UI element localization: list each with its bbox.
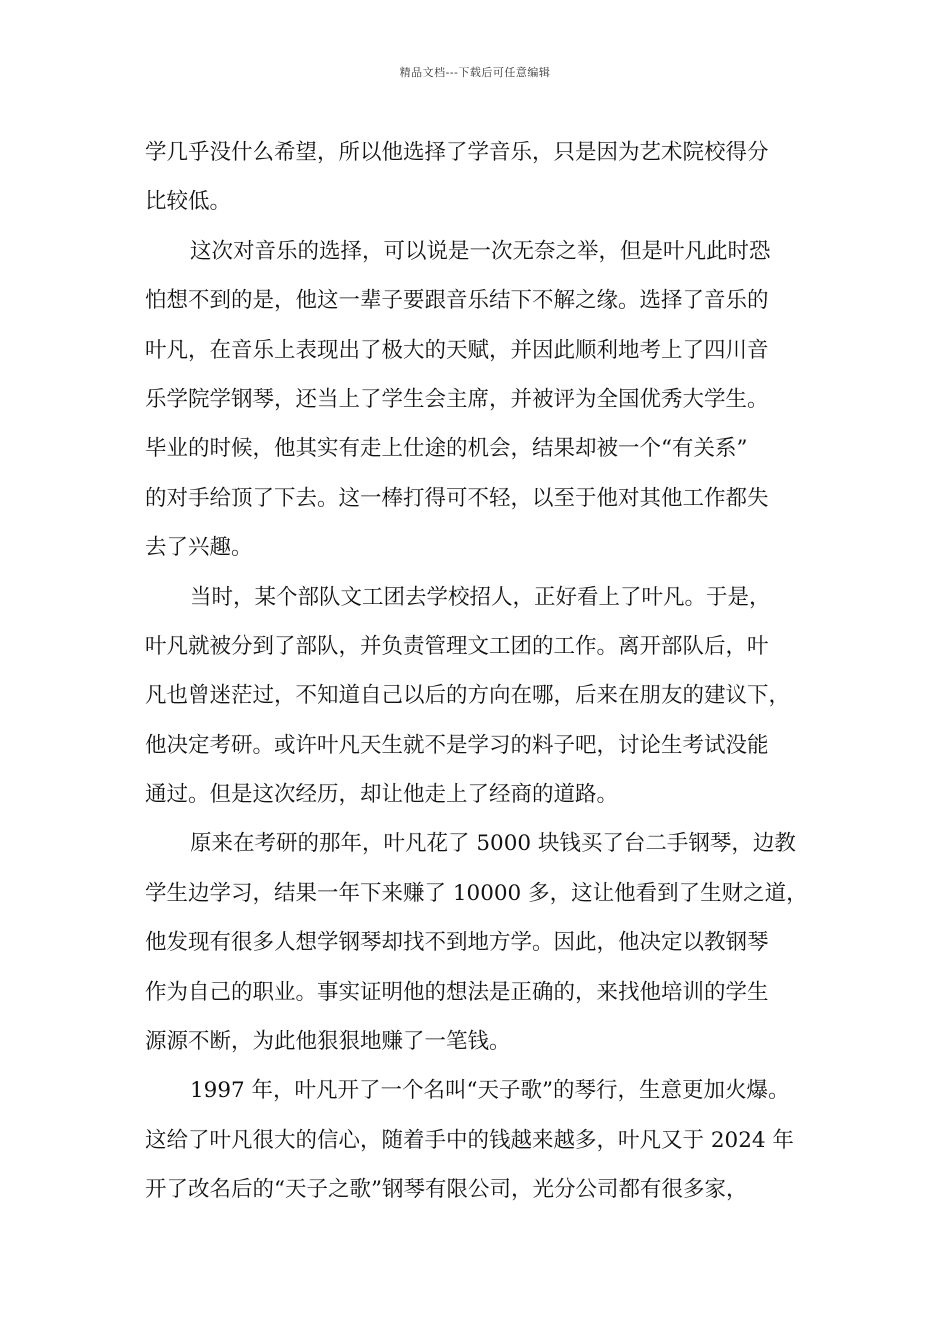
text-line: 他决定考研。或许叶凡天生就不是学习的料子吧，讨论生考试没能: [145, 732, 769, 758]
paragraph-start-line: 原来在考研的那年，叶凡花了 5000 块钱买了台二手钢琴，边教: [190, 831, 796, 857]
text-line: 源源不断，为此他狠狠地赚了一笔钱。: [145, 1029, 511, 1055]
text-line: 学生边学习，结果一年下来赚了 10000 多，这让他看到了生财之道，: [145, 880, 808, 906]
text-line: 毕业的时候，他其实有走上仕途的机会，结果却被一个“有关系”: [145, 436, 748, 462]
paragraph-start-line: 当时，某个部队文工团去学校招人，正好看上了叶凡。于是，: [190, 584, 771, 610]
text-line: 比较低。: [145, 189, 232, 215]
text-line: 叶凡，在音乐上表现出了极大的天赋，并因此顺利地考上了四川音: [145, 337, 769, 363]
text-line: 去了兴趣。: [145, 535, 253, 561]
text-line: 作为自己的职业。事实证明他的想法是正确的，来找他培训的学生: [145, 979, 769, 1005]
text-line: 叶凡就被分到了部队，并负责管理文工团的工作。离开部队后，叶: [145, 633, 769, 659]
paragraph-start-line: 1997 年，叶凡开了一个名叫“天子歌”的琴行，生意更加火爆。: [190, 1078, 790, 1104]
paragraph-start-line: 这次对音乐的选择，可以说是一次无奈之举，但是叶凡此时恐: [190, 238, 771, 264]
text-line: 乐学院学钢琴，还当上了学生会主席，并被评为全国优秀大学生。: [145, 386, 769, 412]
text-line: 通过。但是这次经历，却让他走上了经商的道路。: [145, 782, 619, 808]
text-line: 他发现有很多人想学钢琴却找不到地方学。因此，他决定以教钢琴: [145, 930, 769, 956]
text-line: 凡也曾迷茫过，不知道自己以后的方向在哪，后来在朋友的建议下，: [145, 683, 791, 709]
text-line: 开了改名后的“天子之歌”钢琴有限公司，光分公司都有很多家，: [145, 1177, 748, 1203]
text-line: 学几乎没什么希望，所以他选择了学音乐，只是因为艺术院校得分: [145, 140, 769, 165]
text-line: 这给了叶凡很大的信心，随着手中的钱越来越多，叶凡又于 2024 年: [145, 1127, 794, 1153]
document-body: [145, 128, 825, 1215]
text-line: 怕想不到的是，他这一辈子要跟音乐结下不解之缘。选择了音乐的: [145, 288, 769, 314]
text-line: 的对手给顶了下去。这一棒打得可不轻，以至于他对其他工作都失: [145, 485, 769, 511]
page-header: 精品文档---下载后可任意编辑: [399, 66, 551, 79]
